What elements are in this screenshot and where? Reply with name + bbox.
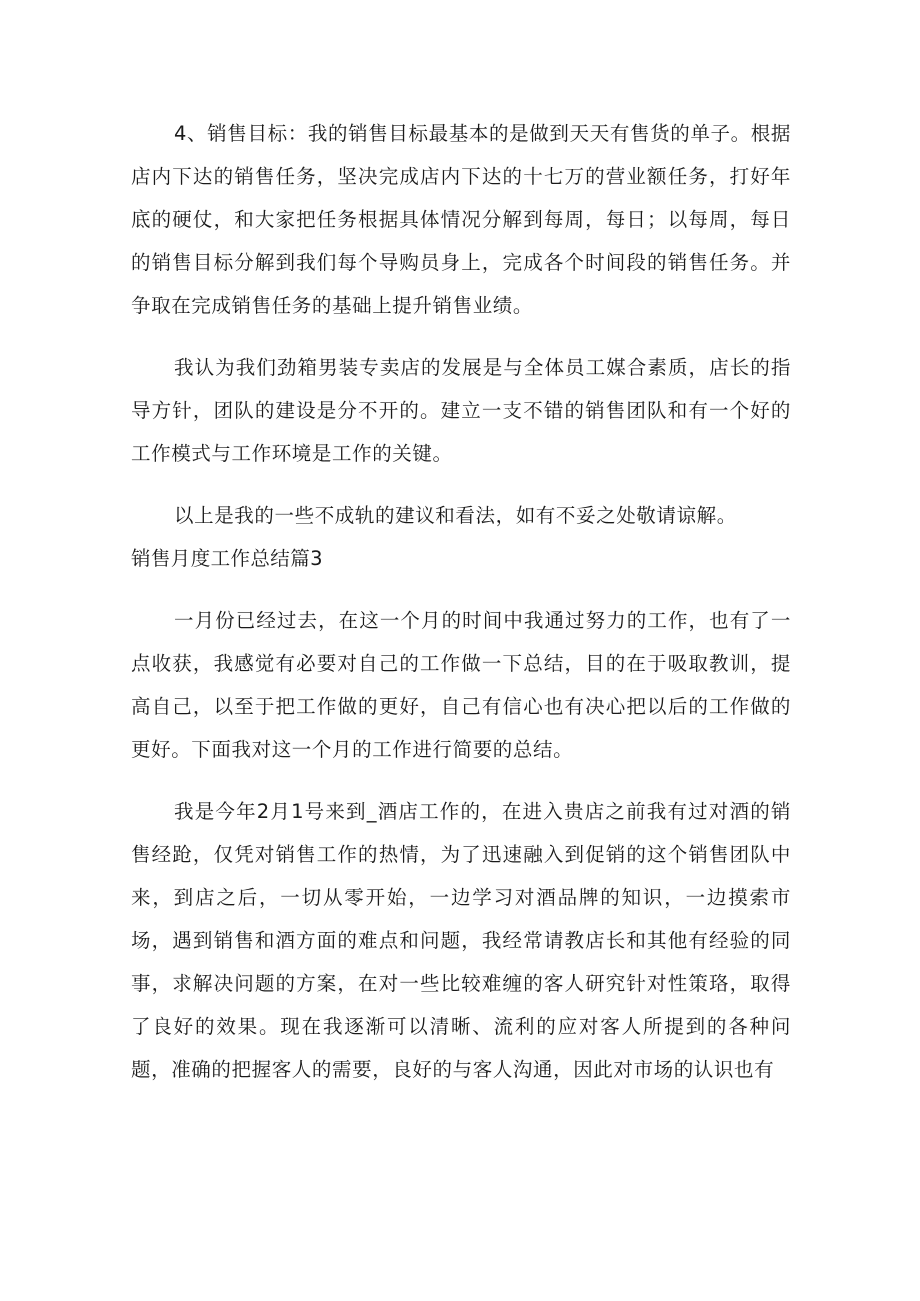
section-heading: 销售月度工作总结篇3: [131, 547, 323, 570]
paragraph-team-development: 我认为我们劲箱男装专卖店的发展是与全体员工媒合素质，店长的指导方针，团队的建设是分不开的。建立一支不错的销售团队和有一个好的工作模式与工作环境是工作的关键。: [131, 356, 791, 465]
document-body: [131, 112, 791, 1091]
paragraph-work-experience: 我是今年2月1号来到_酒店工作的，在进入贵店之前我有过对酒的销售经跄，仅凭对销售工作的热情，为了迅速融入到促销的这个销售团队中来，到店之后，一切从零开始，一边学习对酒品牌的知识，一边摸索市场，遇到销售和酒方面的难点和问题，我经常请教店长和其他有经验的同事，求解决问题的方案，在对一些比较难缠的客人研究针对性策珞，取得了良好的效果。现在我逐渐可以清晰、流利的应对客人所提到的各种问题，准确的把握客人的需要，良好的与客人沟通，因此对市场的认识也有: [131, 800, 791, 1081]
paragraph-gap: [131, 771, 791, 790]
paragraph-sales-target: 4、销售目标：我的销售目标最基本的是做到天天有售货的单子。根据店内下达的销售任务，坚决完成店内下达的十七万的营业额任务，打好年底的硬仗，和大家把任务根据具体情况分解到每周，每日；以每周，每日的销售目标分解到我们每个导购员身上，完成各个时间段的销售任务。并争取在完成销售任务的基础上提升销售业绩。: [131, 122, 791, 317]
paragraph-closing-remarks: 以上是我的一些不成轨的建议和看法，如有不妥之处敬请谅解。: [174, 504, 737, 527]
paragraph-gap: [131, 580, 791, 599]
paragraph-month-summary: 一月份已经过去，在这一个月的时间中我通过努力的工作，也有了一点收获，我感觉有必要对自己的工作做一下总结，目的在于吸取教训，提高自己，以至于把工作做的更好，自己有信心也有决心把以后的工作做的更好。下面我对这一个月的工作进行简要的总结。: [131, 609, 791, 761]
paragraph-gap: [131, 475, 791, 494]
paragraph-gap: [131, 327, 791, 346]
